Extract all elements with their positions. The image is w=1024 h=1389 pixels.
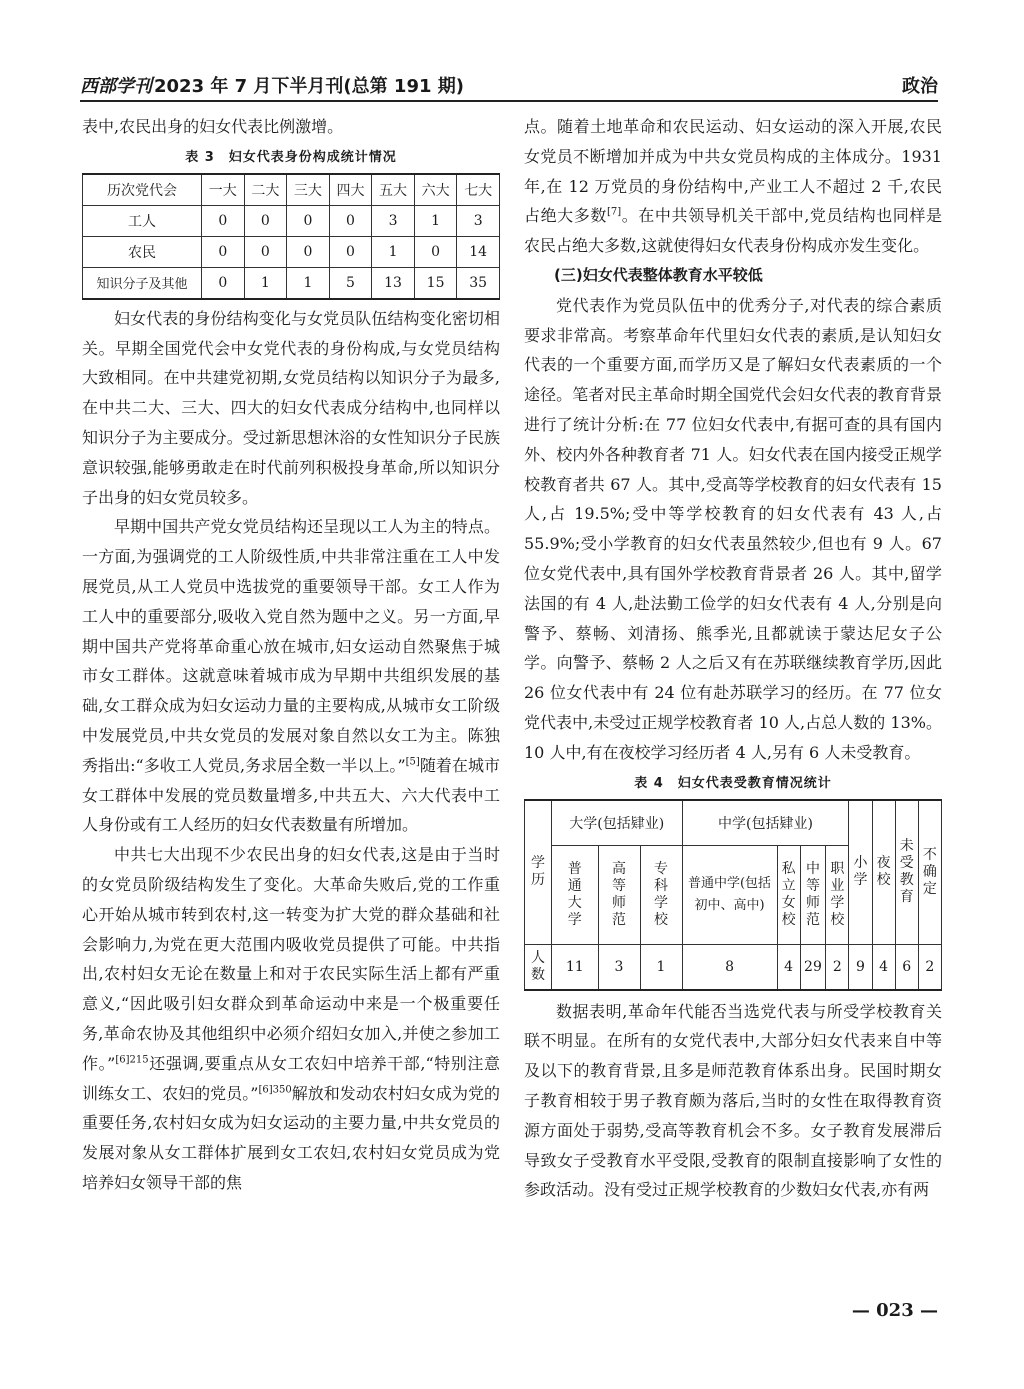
table-cell: 0 [202,205,245,236]
table-cell: 3 [372,205,415,236]
table-cell: 8 [682,944,777,990]
table-cell: 0 [329,205,372,236]
table-cell [525,800,552,945]
table-row [525,944,942,990]
paragraph: 妇女代表的身份结构变化与女党员队伍结构变化密切相关。早期全国党代会中女党代表的身份构成,与女党员结构大致相同。在中共建党初期,女党员结构以知识分子为最多,在中共二大、三大、四大的妇女代表成分结构中,也同样以知识分子为主要成分。受过新思想沐浴的女性知识分子民族意识较强,能够勇敢走在时代前列积极投身革命,所以知识分子出身的妇女党员较多。 [82,308,500,507]
table-cell: 1 [640,944,682,990]
table-cell: 大学(包括肄业) [552,800,683,846]
table-cell: 0 [202,267,245,299]
paragraph-text: 还强调,要重点从女工农妇中培养干部,“特别注意训练女工、农妇的党员。” [82,1053,500,1103]
table4 [524,799,942,991]
table-cell: 1 [414,205,457,236]
journal-issue: 2023 年 7 月下半月刊(总第 191 期) [154,76,464,97]
paragraph-text: 。在中共领导机关干部中,党员结构也同样是农民占绝大多数,这就使得妇女代表身份构成亦发生变化。 [524,206,942,256]
journal-logo: 西部学刊 [80,76,152,97]
table-cell: 二大 [244,174,287,206]
paragraph-text: 解放和发动农村妇女成为党的重要任务,农村妇女成为妇女运动的主要力量,中共女党员的发展对象从女工群体扩展到女工农妇,农村妇女党员成为党培养妇女领导干部的焦 [82,1083,500,1192]
table-cell [640,845,682,944]
table-cell: 历次党代会 [83,174,202,206]
table-cell: 1 [287,267,330,299]
paragraph [524,112,942,261]
col-label: 中等师范 [805,860,820,928]
table-cell [872,800,895,945]
paragraph: 党代表作为党员队伍中的优秀分子,对代表的综合素质要求非常高。考察革命年代里妇女代表的素质,是认知妇女代表的一个重要方面,而学历又是了解妇女代表素质的一个途径。笔者对民主革命时期全国党代会妇女代表的教育背景进行了统计分析:在 77 位妇女代表中,有据可查的具有国内外、校内外各种教育者 71 人。妇女代表在国内接受正规学校教育者共 67 人。其中,受高等学校教育的妇女代表有 15 人,占 19.5%;受中等学校教育的妇女代表有 43 人,占 55.9%;受小学教育的妇女代表虽然较少,但也有 9 人。67 位女党代表中,具有国外学校教育背景者 26 人。其中,留学法国的有 4 人,赴法勤工俭学的妇女代表有 4 人,分别是向警予、蔡畅、刘清扬、熊季光,且都就读于蒙达尼女子公学。向警予、蔡畅 2 人之后又有在苏联继续教育学历,因此 26 位女代表中有 24 位有赴苏联学习的经历。在 77 位女党代表中,未受过正规学校教育者 10 人,占总人数的 13%。10 人中,有在夜校学习经历者 4 人,另有 6 人未受教育。 [524,295,942,762]
table-cell: 0 [244,236,287,267]
table-cell: 3 [598,944,640,990]
table-cell: 4 [777,944,800,990]
journal-title [80,72,464,98]
table-header-row [525,800,942,846]
col-label: 未受教育 [899,838,914,906]
count-label: 人数 [531,949,545,983]
citation-ref: [6]350 [258,1084,292,1096]
paragraph-text: 点。随着土地革命和农民运动、妇女运动的深入开展,农民女党员不断增加并成为中共女党员构成的主体成分。1931 年,在 12 万党员的身份结构中,产业工人不超过 2 千,农民占绝大多数 [524,117,942,226]
table-cell: 六大 [414,174,457,206]
col-label: 私立女校 [781,860,796,928]
section-label: 政治 [902,76,938,97]
table-cell: 中学(包括肄业) [682,800,849,846]
paragraph [82,840,500,1198]
table3-caption: 表 3 妇女代表身份构成统计情况 [185,149,397,165]
table-cell: 五大 [372,174,415,206]
table-header-row [83,174,500,206]
table-cell [849,800,872,945]
table-cell [918,800,941,945]
table-cell: 13 [372,267,415,299]
right-column [524,112,942,1205]
table-cell: 35 [457,267,500,299]
table-cell: 0 [329,236,372,267]
table-cell: 3 [457,205,500,236]
table-cell [598,845,640,944]
table-cell: 1 [372,236,415,267]
citation-ref: [5] [405,756,420,768]
table-cell: 普通中学(包括初中、高中) [682,845,777,944]
table-cell: 农民 [83,236,202,267]
table-row [83,267,500,299]
table-cell: 七大 [457,174,500,206]
row-head-label: 学历 [531,855,545,889]
table-row [83,236,500,267]
table4-caption: 表 4 妇女代表受教育情况统计 [634,775,832,791]
table-cell: 4 [872,944,895,990]
table-cell: 1 [244,267,287,299]
table-cell [552,845,599,944]
table-cell: 9 [849,944,872,990]
table-cell: 5 [329,267,372,299]
table-cell: 四大 [329,174,372,206]
table-row [83,205,500,236]
table-cell: 三大 [287,174,330,206]
citation-ref: [6]215 [115,1054,149,1066]
table3 [82,173,500,300]
col-label: 小学 [853,855,868,889]
citation-ref: [7] [606,207,622,219]
section-subheading: (三)妇女代表整体教育水平较低 [554,265,763,284]
table-cell: 0 [287,236,330,267]
col-label: 高等师范 [612,860,626,928]
col-label: 夜校 [876,855,891,889]
left-column [82,112,500,1198]
col-label: 不确定 [922,846,937,897]
table-cell: 知识分子及其他 [83,267,202,299]
table-cell: 11 [552,944,599,990]
table-cell: 工人 [83,205,202,236]
paragraph-text: 中共七大出现不少农民出身的妇女代表,这是由于当时的女党员阶级结构发生了变化。大革命失败后,党的工作重心开始从城市转到农村,这一转变为扩大党的群众基础和社会影响力,为党在更大范围内吸收党员提供了可能。中共指出,农村妇女无论在数量上和对于农民实际生活上都有严重意义,“因此吸引妇女群众到革命运动中来是一个极重要任务,革命农协及其他组织中必须介绍妇女加入,并使之参加工作。” [82,845,500,1073]
table-cell: 0 [202,236,245,267]
paragraph-text: 早期中国共产党女党员结构还呈现以工人为主的特点。一方面,为强调党的工人阶级性质,中共非常注重在工人中发展党员,从工人党员中选拔党的重要领导干部。女工人作为工人中的重要部分,吸收入党自然为题中之义。另一方面,早期中国共产党将革命重心放在城市,妇女运动自然聚焦于城市女工群体。这就意味着城市成为早期中共组织发展的基础,女工群众成为妇女运动力量的主要构成,从城市女工阶级中发展党员,中共女党员的发展对象自然以女工为主。陈独秀指出:“多收工人党员,务求居全数一半以上。” [82,517,500,775]
paragraph [82,512,500,840]
table-cell [525,944,552,990]
table-cell: 15 [414,267,457,299]
col-label: 专科学校 [654,860,669,928]
table-cell: 6 [895,944,918,990]
table-cell [800,845,826,944]
paragraph: 数据表明,革命年代能否当选党代表与所受学校教育关联不明显。在所有的女党代表中,大部分妇女代表来自中等及以下的教育背景,且多是师范教育体系出身。民国时期女子教育相较于男子教育颇为落后,当时的女性在取得教育资源方面处于弱势,受高等教育机会不多。女子教育发展滞后导致女子受教育水平受限,受教育的限制直接影响了女性的参政活动。没有受过正规学校教育的少数妇女代表,亦有两 [524,1001,942,1200]
table-cell: 2 [826,944,849,990]
table-cell: 0 [287,205,330,236]
running-header [80,70,938,102]
col-label: 普通大学 [567,860,582,928]
table-cell: 2 [918,944,941,990]
table-cell: 0 [244,205,287,236]
table-cell [895,800,918,945]
table-cell: 29 [800,944,826,990]
table-cell: 0 [414,236,457,267]
table-cell: 一大 [202,174,245,206]
paragraph: 表中,农民出身的妇女代表比例激增。 [82,117,344,136]
table-cell [777,845,800,944]
table-cell [826,845,849,944]
paragraph-text: 随着在城市女工群体中发展的党员数量增多,中共五大、六大代表中工人身份或有工人经历的妇女代表数量有所增加。 [82,755,500,835]
table-cell: 14 [457,236,500,267]
page-number: — 023 — [851,1300,938,1321]
col-label: 职业学校 [830,860,845,928]
